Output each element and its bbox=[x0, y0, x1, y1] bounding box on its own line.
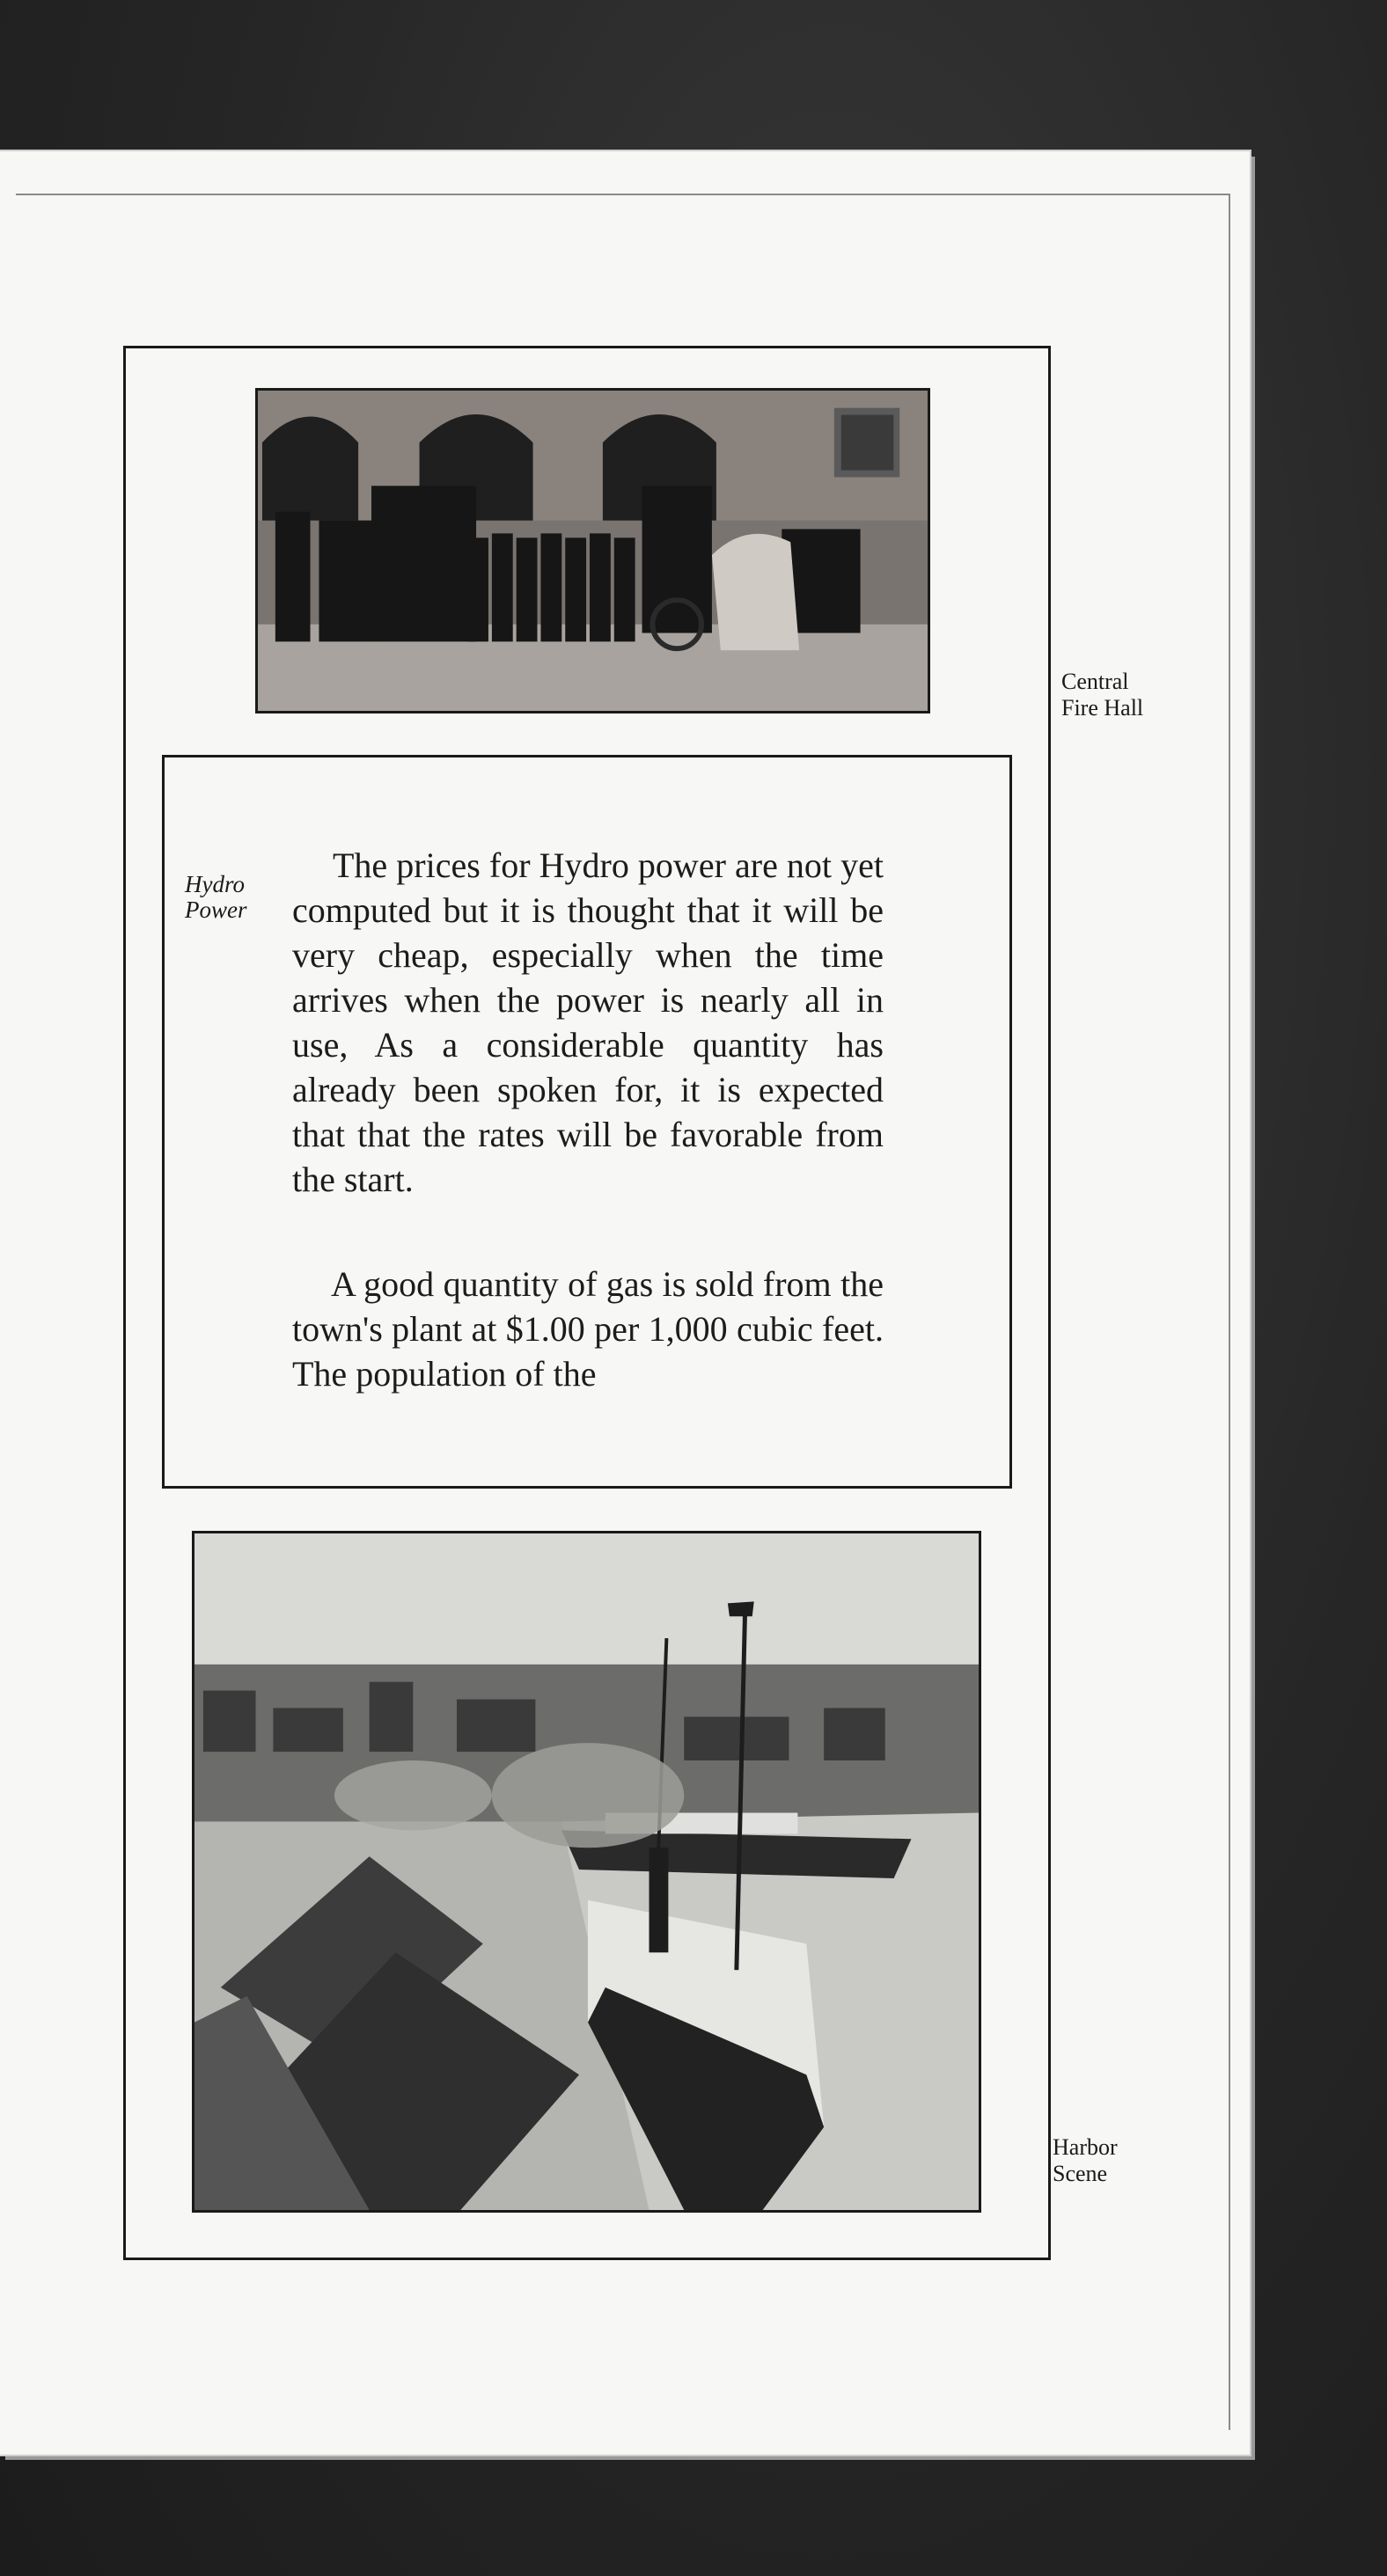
side-heading-line-1: Hydro bbox=[185, 871, 245, 897]
paragraph-gas-sales: A good quantity of gas is sold from the town's plant at $1.00 per 1,000 cubic feet. The population of the bbox=[292, 1264, 884, 1394]
fire-hall-caption-line-2: Fire Hall bbox=[1061, 695, 1144, 721]
harbor-caption-line-2: Scene bbox=[1053, 2161, 1108, 2186]
paragraph-hydro-prices: The prices for Hydro power are not yet computed but it is thought that it will be very cheap, especially when the time arrives when the power is nearly all in use, As a considerable quantity has already been spoken for, it is expected that that the rates will be favorable from the start. bbox=[292, 845, 884, 1199]
harbor-caption-line-1: Harbor bbox=[1053, 2134, 1118, 2160]
side-heading-line-2: Power bbox=[185, 896, 247, 923]
fire-hall-caption-line-1: Central bbox=[1061, 669, 1129, 694]
harbor-photo bbox=[192, 1531, 981, 2213]
fire-hall-photo bbox=[255, 388, 930, 714]
